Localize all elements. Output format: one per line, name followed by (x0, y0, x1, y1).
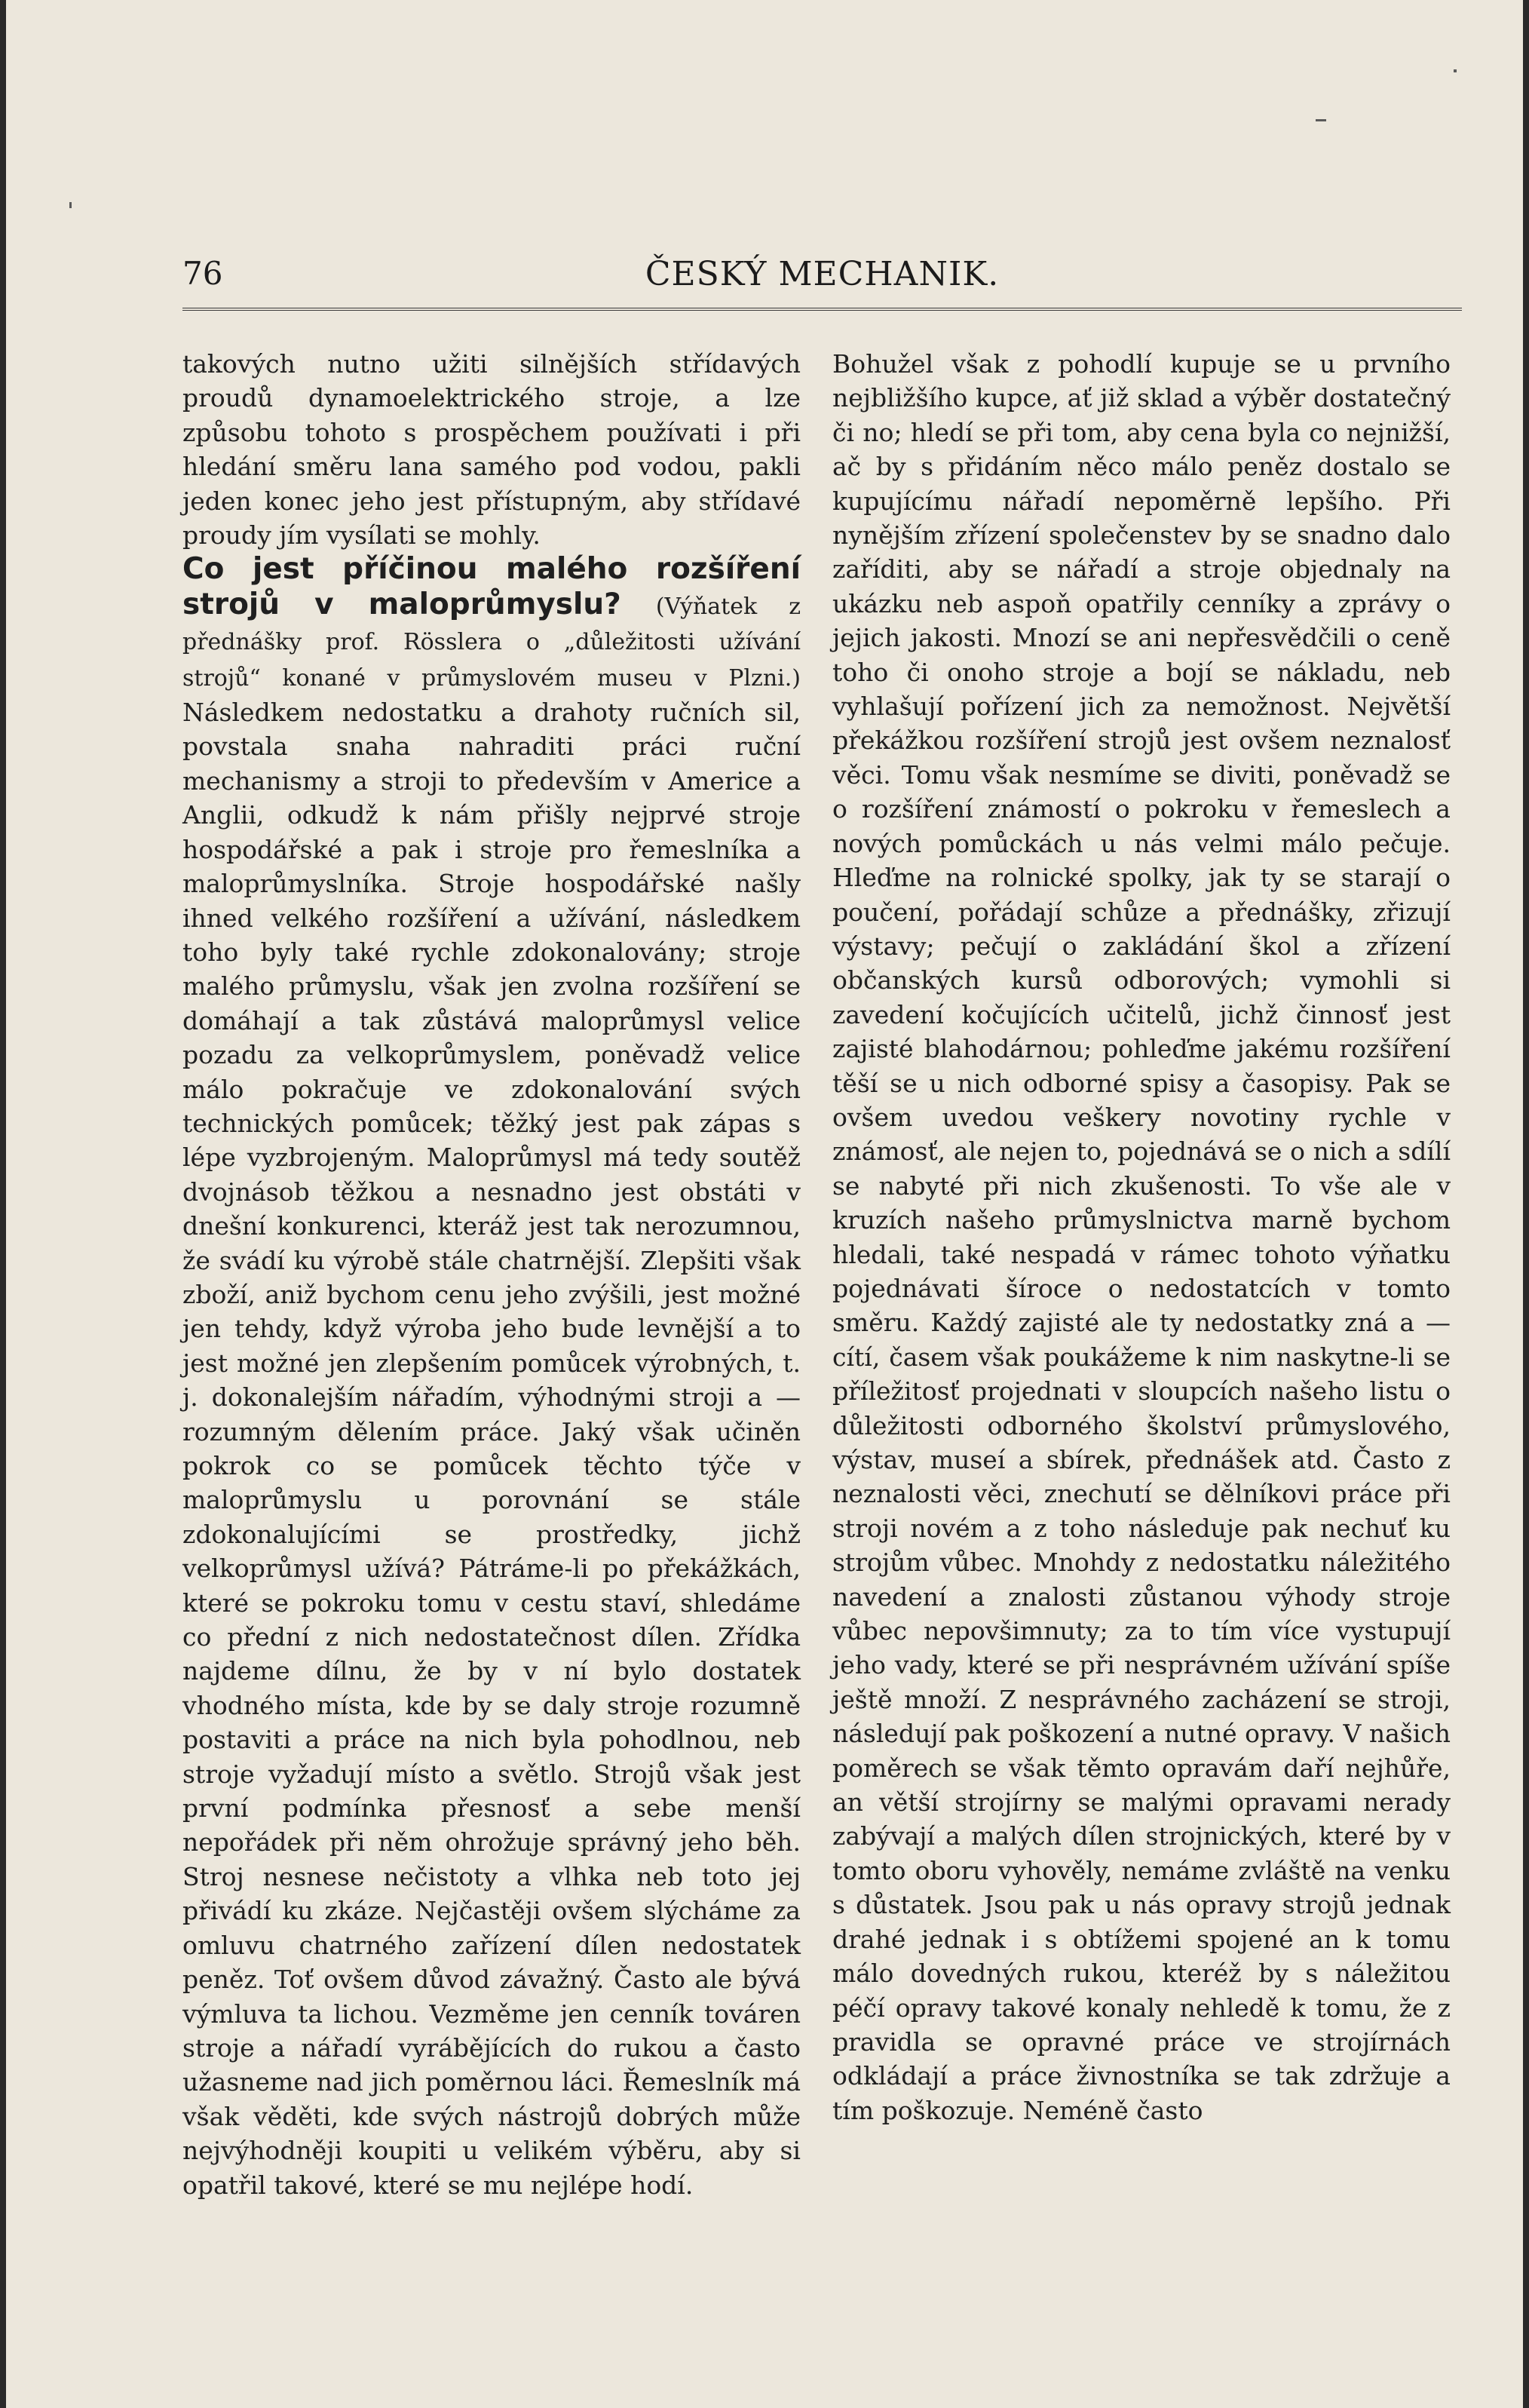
article-body-right: Bohužel však z pohodlí kupuje se u prvního nejbližšího kupce, ať již sklad a výběr dostatečný či no; hledí se při tom, aby cena byla co nejnižší, ač by s přidáním něco málo peněz dostalo se kupujícímu nářadí nepoměrně lepšího. Při nynějším zřízení společenstev by se snadno dalo zaříditi, aby se nářadí a stroje objednaly na ukázku neb aspoň opatřily cenníky a zprávy o jejich jakosti. Mnozí se ani nepřesvědčili o ceně toho či onoho stroje a bojí se nákladu, neb vyhlašují pořízení jich za nemožnost. Největší překážkou rozšíření strojů jest ovšem neznalosť věci. Tomu však nesmíme se diviti, poněvadž se o rozšíření známostí o pokroku v řemeslech a nových pomůckách u nás velmi málo pečuje. Hleďme na rolnické spolky, jak ty se starají o poučení, pořádají schůze a přednášky, zřizují výstavy; pečují o zakládání škol a zřízení občanských kursů odborových; vymohli si zavedení kočujících učitelů, jichž činnosť jest zajisté blahodárnou; pohleďme jakému rozšíření těší se u nich odborné spisy a časopisy. Pak se ovšem uvedou veškery novotiny rychle v známosť, ale nejen to, pojednává se o nich a sdílí se nabyté při nich zkušenosti. To vše ale v kruzích našeho průmyslnictva marně bychom hledali, také nespadá v rámec tohoto výňatku pojednávati šíroce o nedostatcích v tomto směru. Každý zajisté ale ty nedostatky zná a — cítí, časem však poukážeme k nim naskytne-li se příležitosť projednati v sloupcích našeho listu o důležitosti odborného školství průmyslového, výstav, museí a sbírek, přednášek atd. Často z neznalosti věci, znechutí se dělníkovi práce při stroji novém a z toho následuje pak nechuť ku strojům vůbec. Mnohdy z nedostatku náležitého navedení a znalosti zůstanou výhody stroje vůbec nepovšimnuty; za to tím více vystupují jeho vady, které se při nesprávném užívání spíše ještě množí. Z nesprávného zacházení se stroji, následují pak poškození a nutné opravy. V našich poměrech se však těmto opravám daří nejhůře, an větší strojírny se malými opravami nerady zabývají a malých dílen strojnických, které by v tomto oboru vyhověly, nemáme zvláště na venku s důstatek. Jsou pak u nás opravy strojů jednak drahé jednak i s obtížemi spojené an k tomu málo dovedných rukou, kteréž by s náležitou péčí opravy takové konaly nehledě k tomu, že z pravidla se opravné práce ve strojírnách odkládají a práce živnostníka se tak zdržuje a tím poškozuje. Neméně často (832, 349, 1451, 2125)
intro-paragraph: takových nutno užiti silnějších střídavých proudů dynamoelektrického stroje, a lze způsobu tohoto s prospěchem používati i při hledání směru lana samého pod vodou, pakli jeden konec jeho jest přístupným, aby střídavé proudy jím vysílati se mohly. (182, 349, 801, 551)
running-title: ČESKÝ MECHANIK. (645, 255, 1000, 293)
page-number: 76 (182, 255, 223, 292)
scan-speck (1454, 69, 1457, 72)
left-column (182, 347, 801, 2202)
article-heading-block (182, 552, 801, 2202)
scan-speck (69, 202, 72, 208)
article-body-left: Následkem nedostatku a drahoty ručních sil, povstala snaha nahraditi práci ruční mechanismy a stroji to především v Americe a Anglii, odkudž k nám přišly nejprvé stroje hospodářské a pak i stroje pro řemeslníka a maloprůmyslníka. Stroje hospodářské našly ihned velkého rozšíření a užívání, následkem toho byly také rychle zdokonalovány; stroje malého průmyslu, však jen zvolna rozšíření se domáhají a tak zůstává maloprůmysl velice pozadu za velkoprůmyslem, poněvadž velice málo pokračuje ve zdokonalování svých technických pomůcek; těžký jest pak zápas s lépe vyzbrojeným. Maloprůmysl má tedy soutěž dvojnásob těžkou a nesnadno jest obstáti v dnešní konkurenci, kteráž jest tak nerozumnou, že svádí ku výrobě stále chatrnější. Zlepšiti však zboží, aniž bychom cenu jeho zvýšili, jest možné jen tehdy, když výroba jeho bude levnější a to jest možné jen zlepšením pomůcek výrobných, t. j. dokonalejším nářadím, výhodnými stroji a — rozumným dělením práce. Jaký však učiněn pokrok co se pomůcek těchto týče v maloprůmyslu u porovnání se stále zdokonalujícími se prostředky, jichž velkoprůmysl užívá? Pátráme-li po překážkách, které se pokroku tomu v cestu staví, shledáme co přední z nich nedostatečnost dílen. Zřídka najdeme dílnu, že by v ní bylo dostatek vhodného místa, kde by se daly stroje rozumně postaviti a práce na nich byla pohodlnou, neb stroje vyžadují místo a světlo. Strojů však jest první podmínka přesnosť a sebe menší nepořádek při něm ohrožuje správný jeho běh. Stroj nesnese nečistoty a vlhka neb toto jej přivádí ku zkáze. Nejčastěji ovšem slýcháme za omluvu chatrného zařízení dílen nedostatek peněz. Toť ovšem důvod závažný. Často ale bývá výmluva ta lichou. Vezměme jen cenník továren stroje a nářadí vyrábějících do rukou a často užasneme nad jich poměrnou láci. Řemeslník má však věděti, kde svých nástrojů dobrých může nejvýhodněji koupiti u velikém výběru, aby si opatřil takové, které se mu nejlépe hodí. (182, 698, 801, 2200)
right-column (832, 347, 1451, 2127)
article-heading: Co jest příčinou malého rozšíření strojů v maloprůmyslu? (182, 552, 801, 621)
source-note: (Výňatek z přednášky prof. Rösslera o „důležitosti užívání strojů“ konané v průmyslovém museu v Plzni.) (182, 593, 801, 692)
scan-speck (1316, 119, 1326, 121)
scanned-page (6, 0, 1523, 2408)
page-header (182, 255, 1462, 311)
